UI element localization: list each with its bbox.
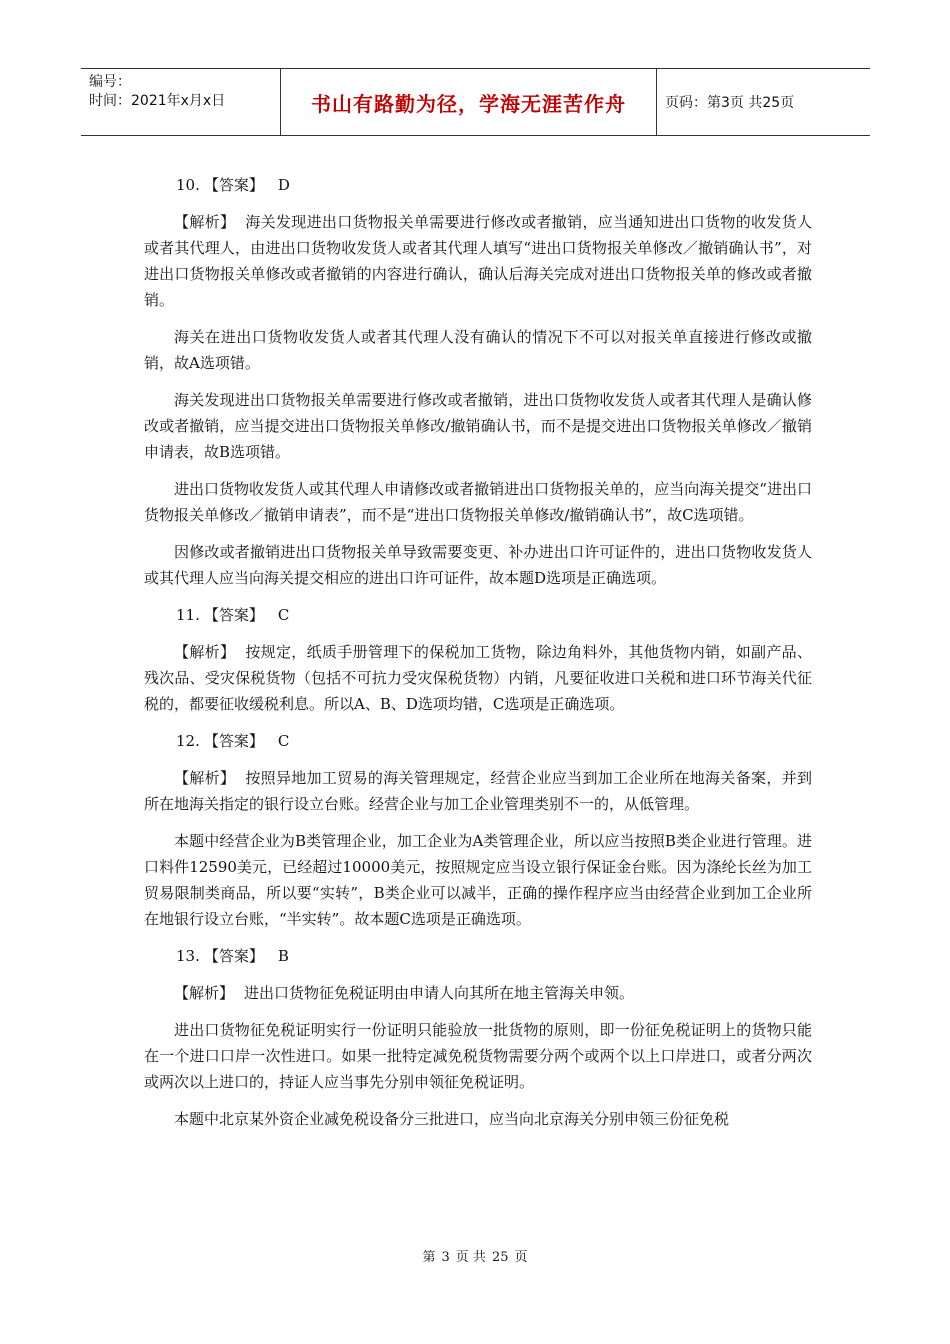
analysis-paragraph <box>144 765 812 817</box>
answer-label: 【答案】 <box>203 176 264 194</box>
question-number: 13. <box>176 947 200 965</box>
paragraph-text: 海关在进出口货物收发货人或者其代理人没有确认的情况下不可以对报关单直接进行修改或撤销，故A选项错。 <box>144 328 812 372</box>
header-date-label: 时间：2021年x月x日 <box>89 93 226 109</box>
analysis-paragraph <box>144 828 812 932</box>
analysis-label: 【解析】 <box>174 643 236 661</box>
question-number: 11. <box>176 606 200 624</box>
paragraph-text: 本题中经营企业为B类管理企业，加工企业为A类管理企业，所以应当按照B类企业进行管理。进口料件12590美元，已经超过10000美元，按照规定应当设立银行保证金台账。因为涤纶长丝为加工贸易限制类商品，所以要“实转”，B类企业可以减半，正确的操作程序应当由经营企业到加工企业所在地银行设立台账，“半实转”。故本题C选项是正确选项。 <box>144 832 812 928</box>
footer-prefix: 第 <box>422 1250 436 1265</box>
analysis-paragraph <box>144 639 812 717</box>
page-footer <box>0 1246 950 1265</box>
answer-line <box>144 602 812 628</box>
header-motto: 书山有路勤为径，学海无涯苦作舟 <box>281 69 657 135</box>
paragraph-text: 海关发现进出口货物报关单需要进行修改或者撤销，应当通知进出口货物的收发货人或者其代理人，由进出口货物收发货人或者其代理人填写“进出口货物报关单修改／撤销确认书”，对进出口货物报关单修改或者撤销的内容进行确认，确认后海关完成对进出口货物报关单的修改或者撤销。 <box>144 213 812 309</box>
analysis-paragraph <box>144 387 812 465</box>
paragraph-text: 海关发现进出口货物报关单需要进行修改或者撤销，进出口货物收发货人或者其代理人是确认修改或者撤销，应当提交进出口货物报关单修改/撤销确认书，而不是提交进出口货物报关单修改／撤销申请表，故B选项错。 <box>144 391 812 461</box>
answer-value: C <box>277 732 290 750</box>
analysis-paragraph <box>144 980 812 1006</box>
analysis-label: 【解析】 <box>174 213 236 231</box>
header-number-label: 编号： <box>89 74 131 90</box>
answer-value: C <box>277 606 290 624</box>
header-meta <box>81 69 281 135</box>
answer-label: 【答案】 <box>203 606 264 624</box>
footer-mid: 页 共 <box>455 1250 486 1265</box>
question-number: 12. <box>176 732 200 750</box>
analysis-paragraph <box>144 539 812 591</box>
analysis-label: 【解析】 <box>174 769 236 787</box>
answer-value: D <box>277 176 290 194</box>
answer-value: B <box>277 947 289 965</box>
paragraph-text: 进出口货物收发货人或其代理人申请修改或者撤销进出口货物报关单的，应当向海关提交“进出口货物报关单修改／撤销申请表”，而不是“进出口货物报关单修改/撤销确认书”，故C选项错。 <box>144 480 812 524</box>
answer-line <box>144 943 812 969</box>
footer-page-number: 3 <box>441 1250 450 1265</box>
analysis-paragraph <box>144 324 812 376</box>
analysis-label: 【解析】 <box>174 984 235 1002</box>
analysis-paragraph <box>144 1017 812 1095</box>
footer-total-pages: 25 <box>491 1250 509 1265</box>
answer-label: 【答案】 <box>203 947 264 965</box>
document-header <box>81 68 870 136</box>
paragraph-text: 进出口货物征免税证明由申请人向其所在地主管海关申领。 <box>244 984 635 1002</box>
answer-line <box>144 728 812 754</box>
answer-label: 【答案】 <box>203 732 264 750</box>
header-page-label: 页码：第3页 共25页 <box>665 95 795 111</box>
paragraph-text: 按规定，纸质手册管理下的保税加工货物，除边角料外，其他货物内销，如副产品、残次品、受灾保税货物（包括不可抗力受灾保税货物）内销，凡要征收进口关税和进口环节海关代征税的，都要征收缓税利息。所以A、B、D选项均错，C选项是正确选项。 <box>144 643 812 713</box>
footer-suffix: 页 <box>514 1250 528 1265</box>
analysis-paragraph <box>144 209 812 313</box>
question-number: 10. <box>176 176 200 194</box>
paragraph-text: 因修改或者撤销进出口货物报关单导致需要变更、补办进出口许可证件的，进出口货物收发货人或其代理人应当向海关提交相应的进出口许可证件，故本题D选项是正确选项。 <box>144 543 812 587</box>
answer-line <box>144 172 812 198</box>
paragraph-text: 进出口货物征免税证明实行一份证明只能验放一批货物的原则，即一份征免税证明上的货物只能在一个进口口岸一次性进口。如果一批特定减免税货物需要分两个或两个以上口岸进口，或者分两次或两次以上进口的，持证人应当事先分别申领征免税证明。 <box>144 1021 812 1091</box>
paragraph-text: 本题中北京某外资企业减免税设备分三批进口，应当向北京海关分别申领三份征免税 <box>174 1110 730 1128</box>
document-body <box>144 172 812 1143</box>
analysis-paragraph <box>144 476 812 528</box>
analysis-paragraph <box>144 1106 812 1132</box>
paragraph-text: 按照异地加工贸易的海关管理规定，经营企业应当到加工企业所在地海关备案，并到所在地海关指定的银行设立台账。经营企业与加工企业管理类别不一的，从低管理。 <box>144 769 812 813</box>
